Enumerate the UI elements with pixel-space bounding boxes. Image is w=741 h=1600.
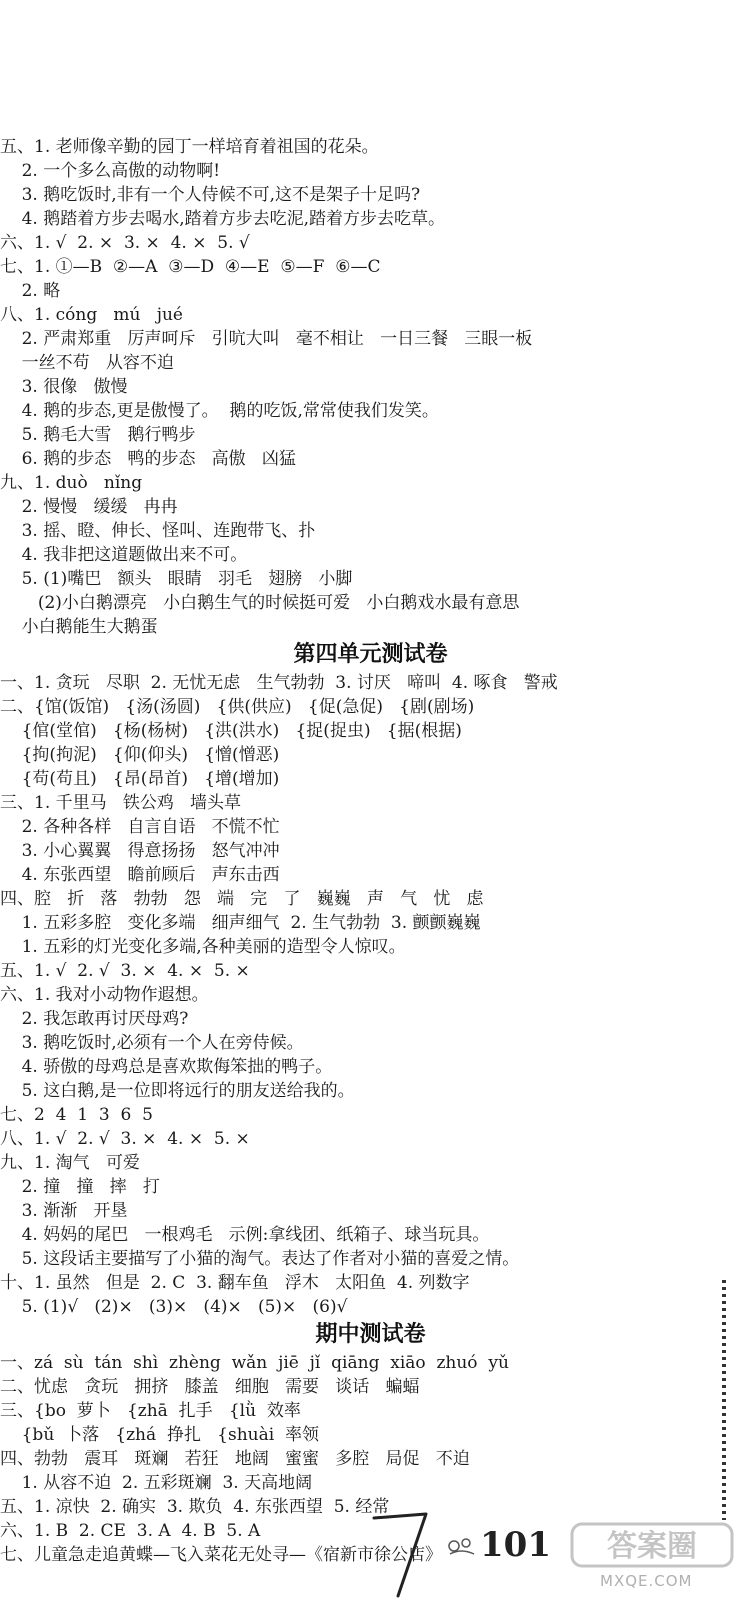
answer-line: 2. 慢慢 缓缓 冉冉 [0, 497, 178, 517]
handwritten-seven-mark [368, 1508, 438, 1600]
answer-line: {拘(拘泥) {仰(仰头) {憎(憎恶) [0, 745, 280, 765]
answer-line: 1. 五彩多腔 变化多端 细声细气 2. 生气勃勃 3. 颤颤巍巍 [0, 913, 481, 933]
answer-line: 七、儿童急走追黄蝶—飞入菜花无处寻—《宿新市徐公店》 [0, 1545, 442, 1565]
answer-line: 2. 撞 撞 摔 打 [0, 1177, 160, 1197]
answer-line: 5. 这白鹅,是一位即将远行的朋友送给我的。 [0, 1081, 355, 1101]
answer-line: 4. 鹅踏着方步去喝水,踏着方步去吃泥,踏着方步去吃草。 [0, 209, 446, 229]
answer-line: 五、1. 老师像辛勤的园丁一样培育着祖国的花朵。 [0, 137, 379, 157]
answer-line: 2. 我怎敢再讨厌母鸡? [0, 1009, 189, 1029]
svg-text:答案圈: 答案圈 [607, 1529, 697, 1564]
answer-line: 九、1. duò nǐng [0, 473, 143, 493]
answer-line: 六、1. B 2. CE 3. A 4. B 5. A [0, 1521, 261, 1541]
page-number: 101 [480, 1525, 551, 1565]
answer-line: 3. 鹅吃饭时,非有一个人侍候不可,这不是架子十足吗? [0, 185, 421, 205]
answer-line: {倌(堂倌) {杨(杨树) {洪(洪水) {捉(捉虫) {据(根据) [0, 721, 462, 741]
answer-line: 3. 鹅吃饭时,必须有一个人在旁侍候。 [0, 1033, 304, 1053]
answer-line: 一丝不苟 从容不迫 [0, 353, 174, 373]
answer-line: {bǔ 卜落 {zhá 挣扎 {shuài 率领 [0, 1425, 319, 1445]
answer-line: 4. 我非把这道题做出来不可。 [0, 545, 248, 565]
answer-line: 5. (1)嘴巴 额头 眼睛 羽毛 翅膀 小脚 [0, 569, 353, 589]
answer-line: 二、{馆(饭馆) {汤(汤圆) {供(供应) {促(急促) {剧(剧场) [0, 697, 475, 717]
answer-line: 四、勃勃 震耳 斑斓 若狂 地阔 蜜蜜 多腔 局促 不迫 [0, 1449, 470, 1469]
answer-line: 五、1. √ 2. √ 3. × 4. × 5. × [0, 961, 250, 981]
answer-line: 一、1. 贪玩 尽职 2. 无忧无虑 生气勃勃 3. 讨厌 啼叫 4. 啄食 警戒 [0, 673, 558, 693]
answer-line: 八、1. √ 2. √ 3. × 4. × 5. × [0, 1129, 250, 1149]
answer-line: 4. 东张西望 瞻前顾后 声东击西 [0, 865, 280, 885]
answer-line: 1. 五彩的灯光变化多端,各种美丽的造型令人惊叹。 [0, 937, 406, 957]
midterm-title: 期中测试卷 [315, 1322, 426, 1347]
answer-line: 六、1. 我对小动物作遐想。 [0, 985, 209, 1005]
answer-line: 3. 渐渐 开垦 [0, 1201, 128, 1221]
answer-line: 6. 鹅的步态 鸭的步态 高傲 凶猛 [0, 449, 296, 469]
answer-line: 七、1. ①—B ②—A ③—D ④—E ⑤—F ⑥—C [0, 257, 381, 277]
ornament-icon [446, 1534, 476, 1558]
answer-line: 4. 鹅的步态,更是傲慢了。 鹅的吃饭,常常使我们发笑。 [0, 401, 439, 421]
unit4-title: 第四单元测试卷 [293, 642, 448, 667]
watermark-logo [570, 1520, 735, 1570]
answer-line: 4. 妈妈的尾巴 一根鸡毛 示例:拿线团、纸箱子、球当玩具。 [0, 1225, 490, 1245]
answer-line: 三、1. 千里马 铁公鸡 墙头草 [0, 793, 242, 813]
answer-line: 3. 摇、瞪、伸长、怪叫、连跑带飞、扑 [0, 521, 316, 541]
answer-line: 小白鹅能生大鹅蛋 [0, 617, 158, 637]
answer-line: 二、忧虑 贪玩 拥挤 膝盖 细胞 需要 谈话 蝙蝠 [0, 1377, 420, 1397]
answer-line: 5. 鹅毛大雪 鹅行鸭步 [0, 425, 196, 445]
answer-line: 七、2 4 1 3 6 5 [0, 1105, 153, 1125]
answer-line: 2. 一个多么高傲的动物啊! [0, 161, 221, 181]
answer-line: 五、1. 凉快 2. 确实 3. 欺负 4. 东张西望 5. 经常 [0, 1497, 390, 1517]
margin-perforation [722, 1280, 726, 1520]
answer-line: 1. 从容不迫 2. 五彩斑斓 3. 天高地阔 [0, 1473, 313, 1493]
answer-line: 三、{bo 萝卜 {zhā 扎手 {lǜ 效率 [0, 1401, 301, 1421]
answer-line: 2. 严肃郑重 厉声呵斥 引吭大叫 毫不相让 一日三餐 三眼一板 [0, 329, 533, 349]
answer-line: 5. 这段话主要描写了小猫的淘气。表达了作者对小猫的喜爱之情。 [0, 1249, 520, 1269]
answer-line: 八、1. cóng mú jué [0, 305, 183, 325]
answer-line: 十、1. 虽然 但是 2. C 3. 翻车鱼 浮木 太阳鱼 4. 列数字 [0, 1273, 470, 1293]
answer-line: 四、腔 折 落 勃勃 怨 端 完 了 巍巍 声 气 忧 虑 [0, 889, 484, 909]
answer-line: 3. 很像 傲慢 [0, 377, 128, 397]
answer-line: {苟(苟且) {昂(昂首) {增(增加) [0, 769, 280, 789]
answer-line: 5. (1)√ (2)× (3)× (4)× (5)× (6)√ [0, 1297, 348, 1317]
answer-line: 九、1. 淘气 可爱 [0, 1153, 140, 1173]
answer-line: (2)小白鹅漂亮 小白鹅生气的时候挺可爱 小白鹅戏水最有意思 [0, 593, 520, 613]
answer-line: 六、1. √ 2. × 3. × 4. × 5. √ [0, 233, 250, 253]
answer-line: 2. 各种各样 自言自语 不慌不忙 [0, 817, 280, 837]
watermark-url: MXQE.COM [600, 1572, 693, 1590]
answer-line: 一、zá sù tán shì zhèng wǎn jiē jǐ qiāng xiāo zhuó yǔ [0, 1353, 509, 1373]
answer-line: 2. 略 [0, 281, 61, 301]
answer-line: 3. 小心翼翼 得意扬扬 怒气冲冲 [0, 841, 280, 861]
answer-line: 4. 骄傲的母鸡总是喜欢欺侮笨拙的鸭子。 [0, 1057, 333, 1077]
